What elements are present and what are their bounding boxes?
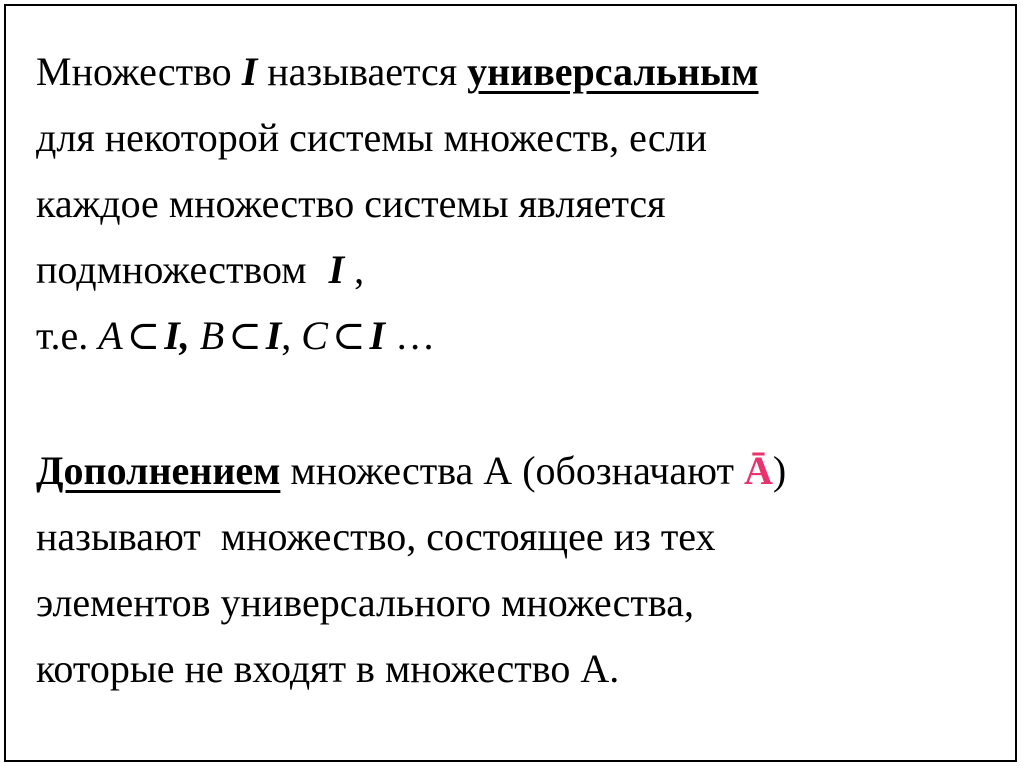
definition-line: для некоторой системы множеств, если [36,115,708,160]
text-segment: т.е. [36,313,89,358]
complement-definition [36,438,786,702]
set-variable-a: A [98,313,123,358]
set-symbol-i: I [328,247,345,292]
universal-set-definition [36,39,759,369]
set-symbol-i: I [241,49,258,94]
punctuation: , [281,313,292,358]
definition-line: называют множество, состоящее из тех [36,514,716,559]
ellipsis: … [395,313,436,358]
term-universal: универсальным [467,49,759,94]
text-segment: подмножеством [36,247,307,292]
set-symbol-i: I [265,313,282,358]
set-variable-b: B [199,313,225,358]
definition-line: которые не входят в множество А. [36,646,620,691]
slide-frame [4,4,1017,762]
text-segment: называется [267,49,458,94]
punctuation: , [354,247,365,292]
definition-line: каждое множество системы является [36,181,666,226]
subset-symbol: ⊂ [331,313,366,358]
text-segment: множества А (обозначают [290,448,734,493]
subset-example-line [36,303,759,369]
set-symbol-i: I, [164,313,190,358]
complement-symbol-a-bar: Ā [743,448,773,493]
punctuation: ) [772,448,787,493]
set-symbol-i: I [369,313,386,358]
set-variable-c: C [301,313,328,358]
subset-symbol: ⊂ [126,313,161,358]
definition-line [36,438,786,504]
term-complement: Дополнением [36,448,281,493]
definition-line [36,237,759,303]
text-segment: Множество [36,49,232,94]
definition-line [36,39,759,105]
subset-symbol: ⊂ [228,313,262,358]
definition-line: элементов универсального множества, [36,580,694,625]
